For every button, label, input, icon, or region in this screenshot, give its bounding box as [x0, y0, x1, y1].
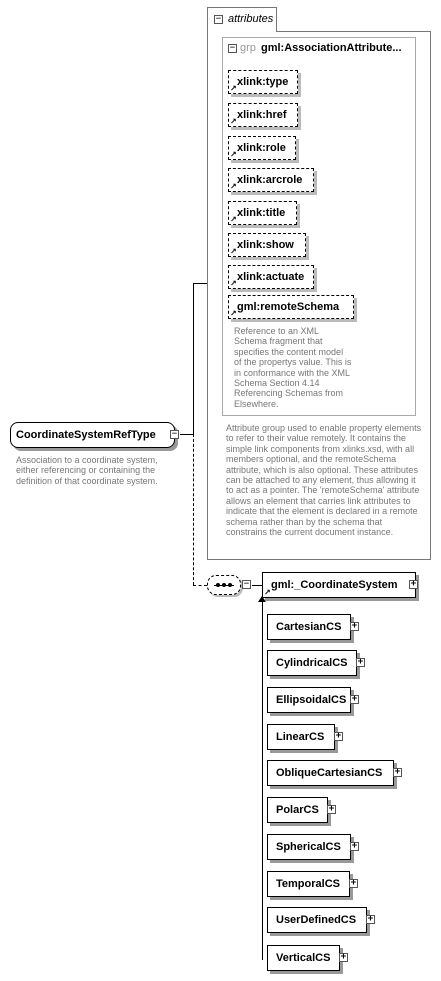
remote-schema-documentation: Reference to an XML Schema fragment that specifies the content model of the propertys value. This is in conformance with the XML Schema Section 4.14 Referencing Schemas from Elsewhere. — [234, 326, 352, 409]
expand-icon[interactable]: + — [394, 767, 401, 777]
substitute-obliquecartesiancs[interactable] — [267, 760, 401, 786]
substitution-group-line — [262, 598, 263, 960]
substitute-name: SphericalCS — [276, 841, 341, 853]
reference-arrow-icon: ↗ — [230, 279, 237, 288]
connector-attributes-horizontal — [193, 283, 207, 284]
attribute-xlink-href[interactable] — [228, 103, 298, 127]
sequence-collapse-icon[interactable]: − — [243, 579, 250, 589]
attribute-group-documentation: Attribute group used to enable property elements to refer to their value remotely. It contains the simple link components from xlinks.xsd, with all members optional, and the remoteSchema attribute, which is also optional. These attributes can be attached to any element, thus allowing it to act as a pointer. The 'remoteSchema' attribute allows an element that carries link attributes to indicate that the element is declared in a remote schema rather than by the schema that constrains the current document instance. — [226, 423, 422, 538]
expand-icon[interactable]: + — [410, 579, 417, 589]
expand-icon[interactable]: + — [335, 731, 342, 741]
attribute-label: xlink:arcrole — [237, 174, 303, 186]
attributes-tab-joint — [208, 30, 276, 33]
substitute-polarcs[interactable] — [267, 797, 335, 823]
attribute-group-label[interactable] — [240, 42, 402, 54]
sequence-compositor[interactable] — [207, 575, 241, 595]
group-collapse-icon[interactable]: − — [229, 43, 236, 53]
collapse-icon[interactable]: − — [215, 14, 222, 24]
sequence-dot — [216, 583, 220, 587]
substitute-userdefinedcs[interactable] — [267, 907, 374, 933]
attribute-label: gml:remoteSchema — [237, 301, 340, 313]
reference-arrow-icon: ↗ — [230, 150, 237, 159]
expand-icon[interactable]: + — [350, 878, 357, 888]
attribute-label: xlink:role — [237, 142, 286, 154]
substitute-temporalcs[interactable] — [267, 871, 357, 897]
substitute-verticalcs[interactable] — [267, 945, 347, 971]
substitute-name: CartesianCS — [276, 621, 342, 633]
attribute-label: xlink:title — [237, 207, 286, 219]
attribute-label: xlink:type — [237, 76, 289, 88]
group-prefix: grp — [240, 42, 256, 54]
reference-arrow-icon: ↗ — [230, 215, 237, 224]
root-collapse-icon[interactable]: − — [171, 429, 178, 439]
attribute-xlink-show[interactable] — [228, 233, 306, 257]
connector-attributes-vertical — [193, 283, 194, 434]
substitute-name: VerticalCS — [276, 952, 331, 964]
substitute-name: LinearCS — [276, 731, 325, 743]
attribute-xlink-arcrole[interactable] — [228, 168, 314, 192]
expand-icon[interactable]: + — [351, 841, 358, 851]
attribute-gml-remoteschema[interactable] — [228, 295, 354, 319]
attribute-xlink-title[interactable] — [228, 201, 297, 225]
substitute-ellipsoidalcs[interactable] — [267, 687, 358, 713]
reference-arrow-icon: ↗ — [230, 182, 237, 191]
attribute-label: xlink:href — [237, 109, 287, 121]
reference-arrow-icon: ↗ — [230, 84, 237, 93]
sequence-dot — [228, 583, 232, 587]
group-name: gml:AssociationAttribute... — [260, 42, 402, 54]
root-type-box[interactable] — [10, 422, 178, 448]
substitute-name: PolarCS — [276, 804, 319, 816]
expand-icon[interactable]: + — [357, 657, 364, 667]
reference-arrow-icon: ↗ — [230, 117, 237, 126]
substitute-linearcs[interactable] — [267, 724, 342, 750]
connector-root-to-attributes — [180, 434, 193, 435]
sequence-dot — [222, 583, 226, 587]
connector-sequence-to-head — [252, 585, 262, 586]
substitute-name: UserDefinedCS — [276, 914, 357, 926]
substitute-cylindricalcs[interactable] — [267, 650, 364, 676]
attributes-tab[interactable] — [207, 7, 277, 32]
expand-icon[interactable]: + — [351, 621, 358, 631]
root-documentation: Association to a coordinate system, either referencing or containing the definition of that coordinate system. — [16, 455, 158, 486]
expand-icon[interactable]: + — [351, 694, 358, 704]
substitute-sphericalcs[interactable] — [267, 834, 358, 860]
attribute-label: xlink:actuate — [237, 271, 305, 283]
connector-sequence-vertical — [193, 434, 194, 585]
expand-icon[interactable]: + — [367, 914, 374, 924]
reference-arrow-icon: ↗ — [264, 588, 271, 597]
reference-arrow-icon: ↗ — [230, 309, 237, 318]
substitute-name: EllipsoidalCS — [276, 694, 347, 706]
attribute-xlink-role[interactable] — [228, 136, 296, 160]
head-element-name: gml:_CoordinateSystem — [271, 579, 398, 591]
reference-arrow-icon: ↗ — [230, 247, 237, 256]
expand-icon[interactable]: + — [340, 952, 347, 962]
connector-sequence-horizontal — [193, 585, 207, 586]
substitute-name: ObliqueCartesianCS — [276, 767, 383, 779]
root-type-name: CoordinateSystemRefType — [16, 429, 156, 441]
head-element-coordinate-system[interactable] — [262, 572, 416, 598]
substitute-name: CylindricalCS — [276, 657, 348, 669]
attributes-tab-label: attributes — [228, 13, 274, 25]
attribute-xlink-type[interactable] — [228, 70, 298, 94]
substitute-cartesiancs[interactable] — [267, 614, 358, 640]
attribute-xlink-actuate[interactable] — [228, 265, 314, 289]
expand-icon[interactable]: + — [328, 804, 335, 814]
attribute-label: xlink:show — [237, 239, 294, 251]
substitute-name: TemporalCS — [276, 878, 340, 890]
